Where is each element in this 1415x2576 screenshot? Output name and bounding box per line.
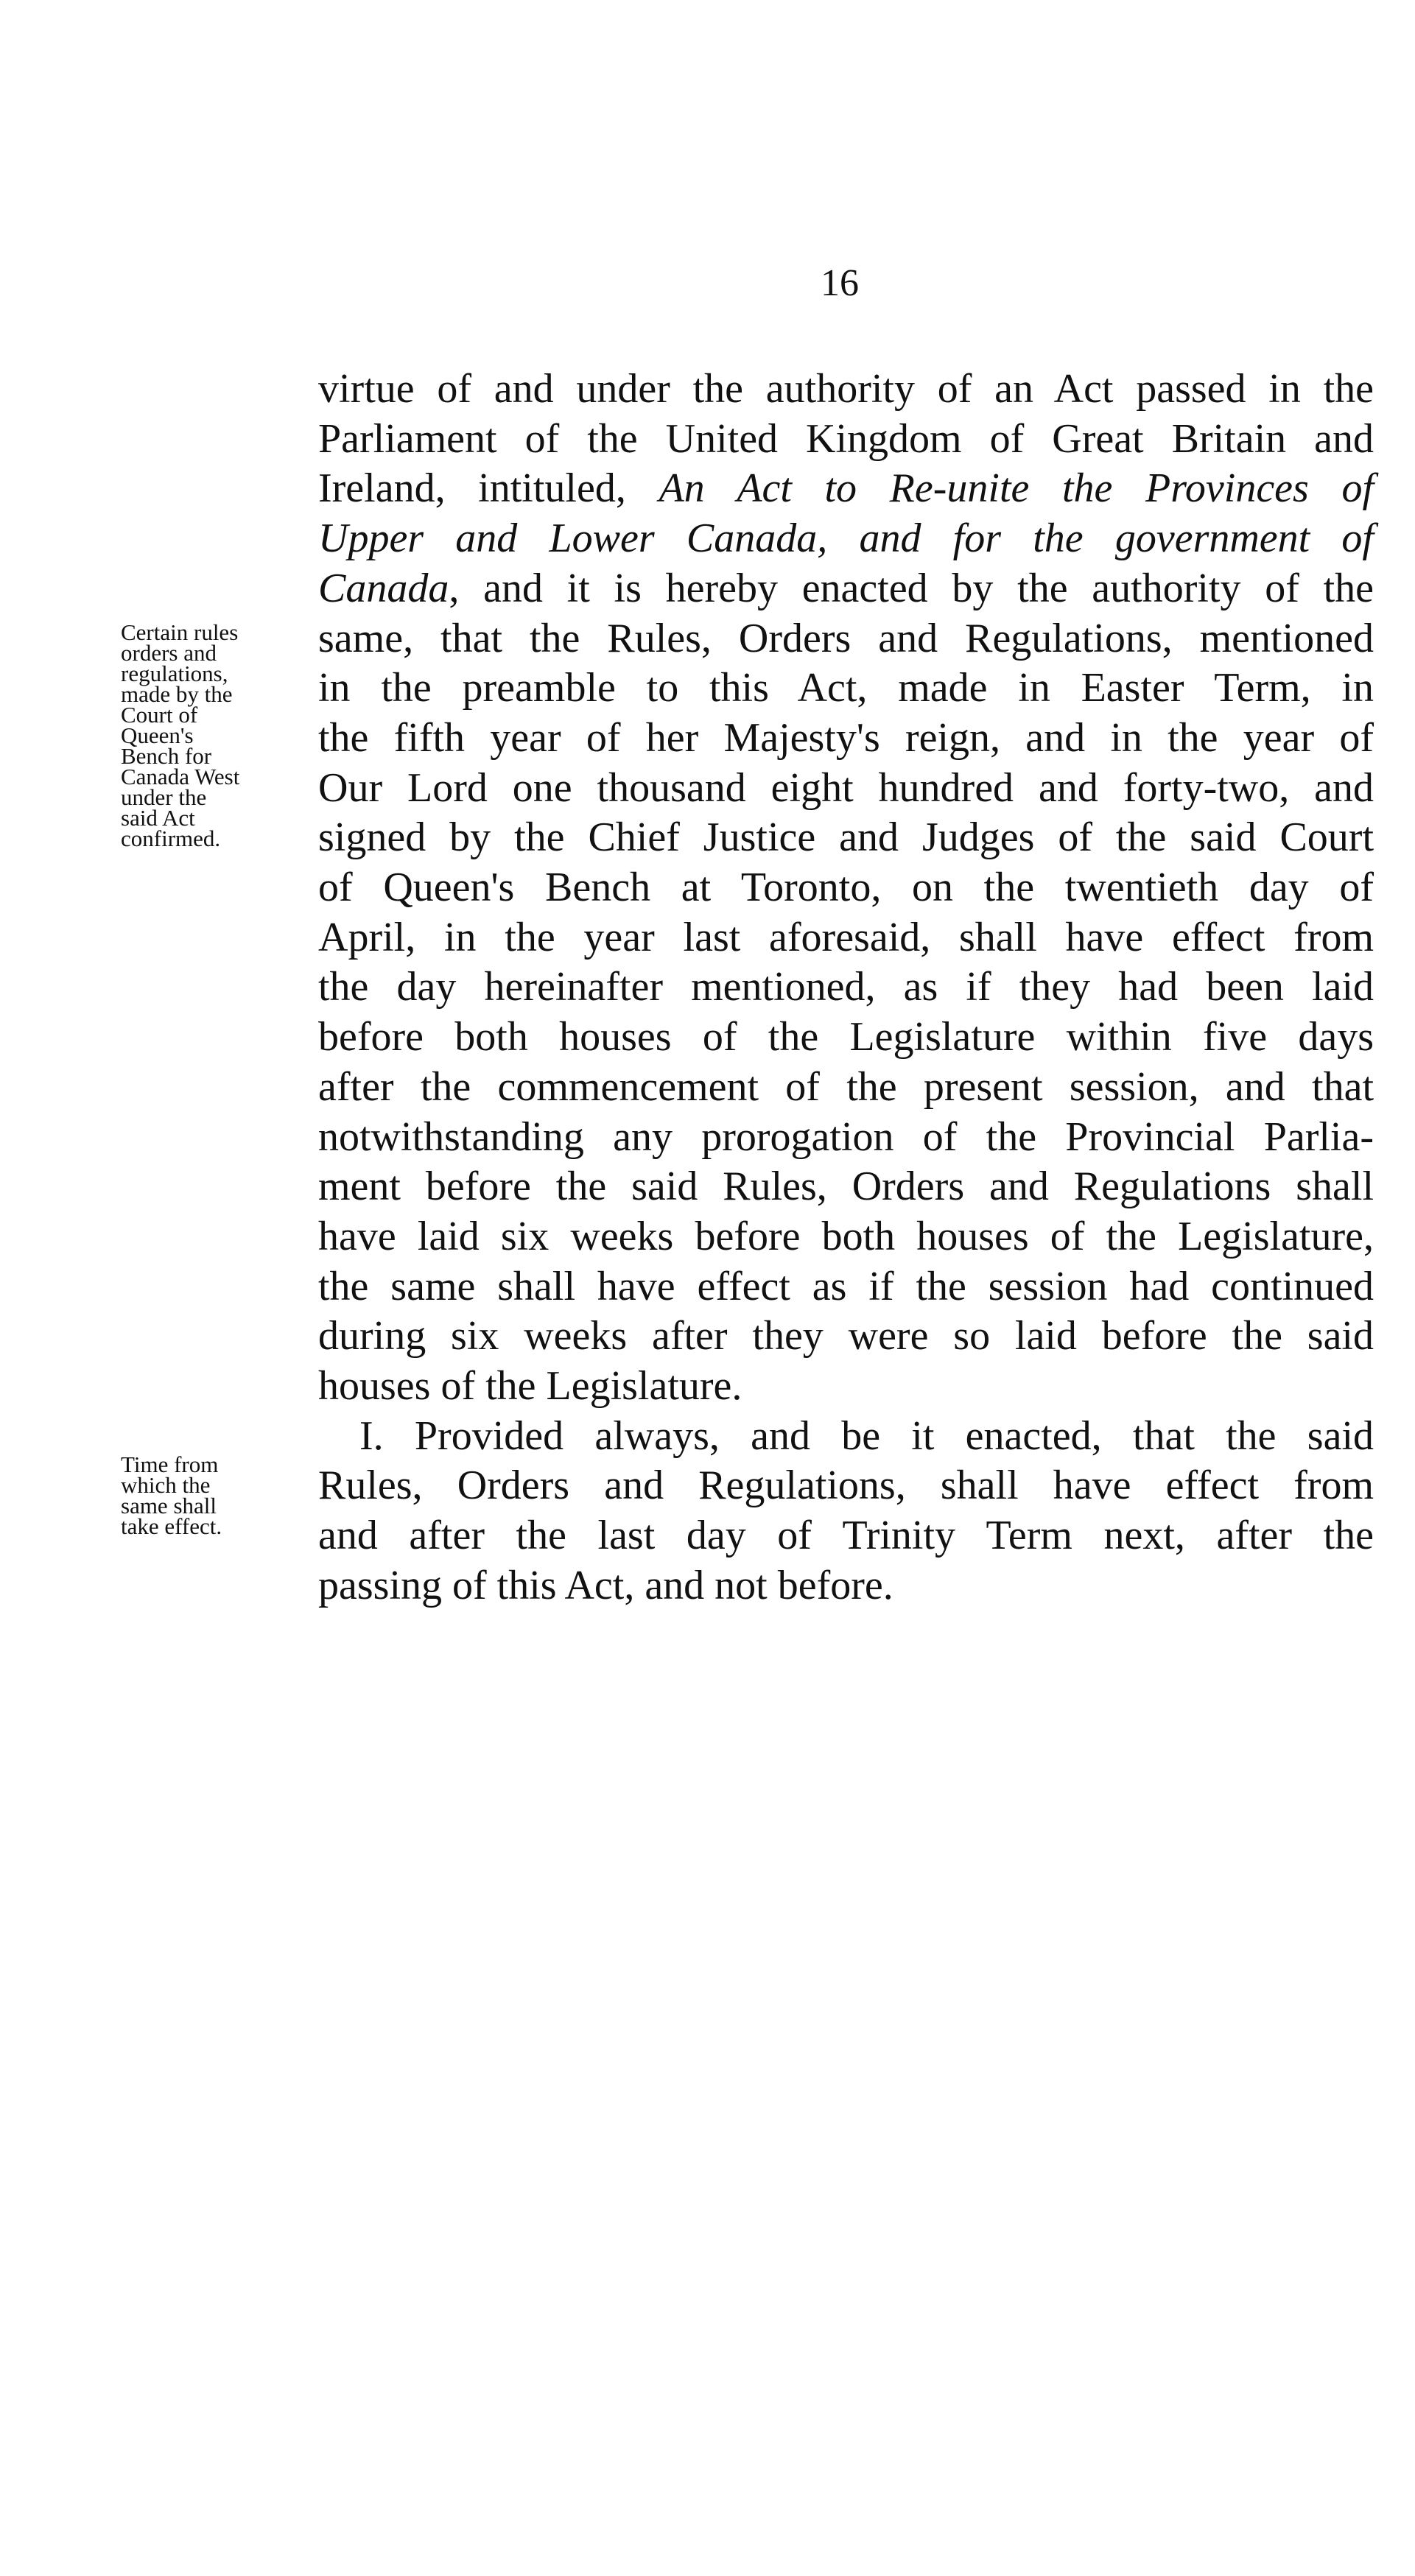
body-text: [318, 365, 1374, 1611]
margin-note-line: Queen's: [121, 722, 194, 748]
text-line: April, in the year last aforesaid, shall have effect from: [318, 914, 1374, 960]
text-segment: Ireland, intituled,: [318, 465, 659, 512]
act-title-italic: Upper and Lower Canada, and for the government of: [318, 515, 1374, 562]
margin-note-line: Canada West: [121, 764, 240, 789]
text-line: Our Lord one thousand eight hundred and forty-two, and: [318, 764, 1374, 811]
text-line: Rules, Orders and Regulations, shall have effect from: [318, 1463, 1374, 1509]
text-segment: , and it is hereby enacted by the authority of the: [449, 565, 1374, 611]
margin-note-line: confirmed.: [121, 826, 221, 851]
text-line: the same shall have effect as if the session had continued: [318, 1263, 1374, 1309]
text-line: the fifth year of her Majesty's reign, and in the year of: [318, 714, 1374, 761]
text-line: before both houses of the Legislature within five days: [318, 1014, 1374, 1060]
margin-note-line: take effect.: [121, 1513, 222, 1539]
text-line: passing of this Act, and not before.: [318, 1562, 893, 1608]
act-title-italic: Canada: [318, 565, 449, 611]
text-line: virtue of and under the authority of an Act passed in the: [318, 366, 1374, 412]
margin-note-line: which the: [121, 1472, 211, 1498]
text-line: of Queen's Bench at Toronto, on the twentieth day of: [318, 865, 1374, 911]
margin-note-line: Certain rules: [121, 619, 239, 645]
margin-note-line: made by the: [121, 681, 233, 707]
page-number: 16: [821, 262, 859, 304]
margin-note-time-from: [121, 1451, 320, 1539]
text-line-with-title: [318, 564, 1374, 614]
margin-note-line: under the: [121, 784, 207, 810]
text-line: and after the last day of Trinity Term next, after the: [318, 1513, 1374, 1559]
paragraph-proviso: [318, 1412, 1374, 1611]
text-line: have laid six weeks before both houses of the Legislature,: [318, 1213, 1374, 1259]
margin-note-line: Court of: [121, 702, 198, 728]
margin-note-line: Bench for: [121, 743, 212, 769]
text-line: signed by the Chief Justice and Judges of the said Court: [318, 814, 1374, 861]
paragraph-enactment: [318, 365, 1374, 1412]
margin-note-certain-rules: [121, 619, 320, 851]
margin-note-line: orders and: [121, 640, 217, 666]
text-line: I. Provided always, and be it enacted, that the said: [359, 1412, 1374, 1459]
text-line: notwithstanding any prorogation of the Provincial Parlia-: [318, 1113, 1374, 1160]
margin-note-line: said Act: [121, 805, 195, 831]
text-line: after the commencement of the present session, and that: [318, 1063, 1374, 1110]
act-title-italic: An Act to Re-unite the Provinces of: [659, 465, 1374, 512]
text-line: ment before the said Rules, Orders and Regulations shall: [318, 1164, 1374, 1210]
text-line-with-title: [318, 514, 1374, 564]
text-line-with-title: [318, 464, 1374, 514]
margin-note-line: same shall: [121, 1493, 217, 1518]
margin-note-line: regulations,: [121, 661, 228, 686]
text-line: during six weeks after they were so laid before the said: [318, 1313, 1374, 1359]
text-line: same, that the Rules, Orders and Regulations, mentioned: [318, 615, 1374, 661]
text-line: houses of the Legislature.: [318, 1363, 742, 1410]
text-line: in the preamble to this Act, made in Easter Term, in: [318, 665, 1374, 711]
margin-note-line: Time from: [121, 1451, 219, 1477]
text-line: Parliament of the United Kingdom of Great Britain and: [318, 415, 1374, 462]
text-line: the day hereinafter mentioned, as if they had been laid: [318, 964, 1374, 1010]
